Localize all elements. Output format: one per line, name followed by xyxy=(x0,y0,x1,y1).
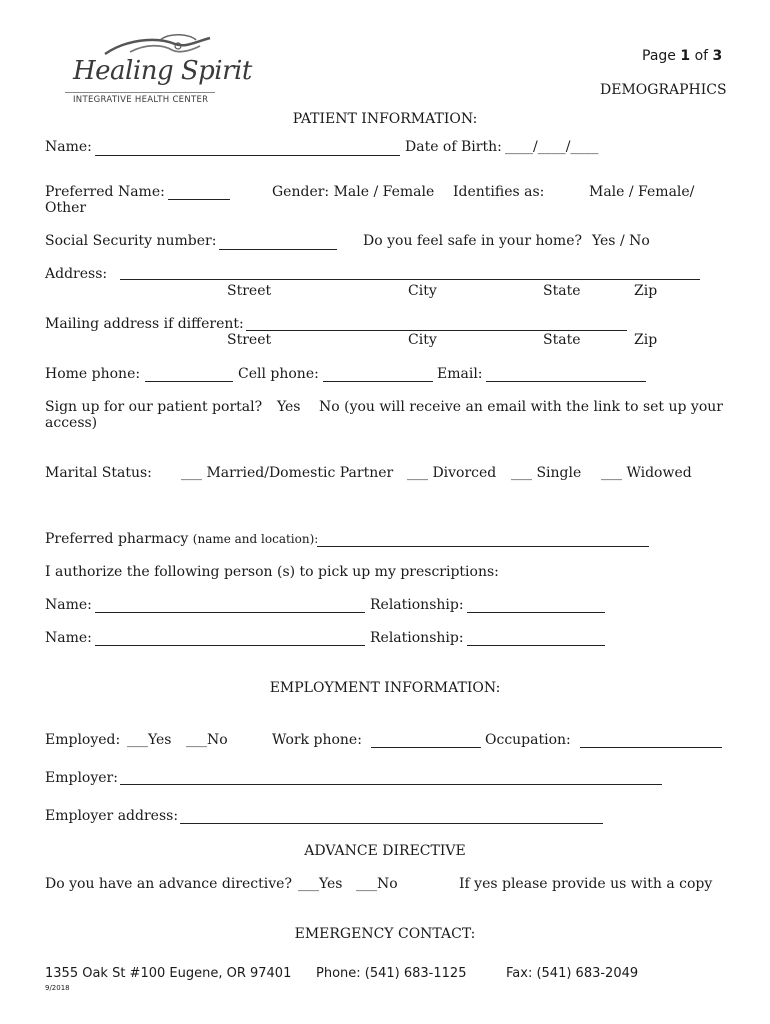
advance-note: If yes please provide us with a copy xyxy=(459,876,713,892)
preferred-name-label: Preferred Name: xyxy=(45,184,165,200)
auth-relationship-2-label: Relationship: xyxy=(370,630,464,646)
marital-divorced-option[interactable]: ___ Divorced xyxy=(407,465,497,481)
logo-underline xyxy=(65,92,215,93)
ssn-label: Social Security number: xyxy=(45,233,217,249)
advance-yes-option[interactable]: ___Yes xyxy=(298,876,343,892)
portal-yes[interactable]: Yes xyxy=(277,399,301,415)
name-label: Name: xyxy=(45,139,92,155)
patient-heading: PATIENT INFORMATION: xyxy=(292,111,478,127)
mailing-city-label: City xyxy=(408,332,437,348)
logo xyxy=(55,30,252,110)
employer-label: Employer: xyxy=(45,770,118,786)
page-of: of xyxy=(694,48,709,64)
portal-no[interactable]: No (you will receive an email with the link to set up your xyxy=(319,399,723,415)
page-total: 3 xyxy=(712,48,723,64)
email-field[interactable] xyxy=(486,381,646,382)
portal-no-continued: access) xyxy=(45,415,98,431)
address-field[interactable] xyxy=(120,279,700,280)
auth-relationship-2-field[interactable] xyxy=(467,645,605,646)
footer-date-code: 9/2018 xyxy=(45,984,70,992)
safe-label: Do you feel safe in your home? xyxy=(363,233,582,249)
home-phone-field[interactable] xyxy=(145,381,233,382)
address-zip-label: Zip xyxy=(634,283,658,299)
cell-phone-field[interactable] xyxy=(323,381,433,382)
advance-no-option[interactable]: ___No xyxy=(356,876,398,892)
mailing-street-label: Street xyxy=(227,332,272,348)
auth-name-1-label: Name: xyxy=(45,597,92,613)
employed-yes-option[interactable]: ___Yes xyxy=(127,732,172,748)
employer-address-label: Employer address: xyxy=(45,808,179,824)
pharmacy-label-main: Preferred pharmacy xyxy=(45,531,189,547)
preferred-name-field[interactable] xyxy=(168,199,230,200)
logo-name: Healing Spirit xyxy=(73,56,252,86)
address-city-label: City xyxy=(408,283,437,299)
occupation-label: Occupation: xyxy=(485,732,571,748)
address-label: Address: xyxy=(45,266,108,282)
auth-name-1-field[interactable] xyxy=(95,612,365,613)
mailing-label: Mailing address if different: xyxy=(45,316,244,332)
marital-label: Marital Status: xyxy=(45,465,152,481)
employed-label: Employed: xyxy=(45,732,121,748)
advance-heading: ADVANCE DIRECTIVE xyxy=(304,843,466,859)
name-field[interactable] xyxy=(95,155,400,156)
work-phone-field[interactable] xyxy=(371,747,481,748)
identifies-label: Identifies as: xyxy=(453,184,545,200)
employer-field[interactable] xyxy=(120,784,662,785)
safe-options: Yes / No xyxy=(592,233,650,249)
dob-field[interactable]: ____/____/____ xyxy=(505,139,599,155)
pharmacy-label-sub: (name and location): xyxy=(192,532,319,546)
section-title: DEMOGRAPHICS xyxy=(600,82,727,98)
email-label: Email: xyxy=(437,366,483,382)
employment-heading: EMPLOYMENT INFORMATION: xyxy=(269,680,501,696)
identifies-other: Other xyxy=(45,200,87,216)
address-street-label: Street xyxy=(227,283,272,299)
pharmacy-field[interactable] xyxy=(317,546,649,547)
auth-name-2-field[interactable] xyxy=(95,645,365,646)
employer-address-field[interactable] xyxy=(180,823,603,824)
mailing-state-label: State xyxy=(543,332,581,348)
footer-fax: Fax: (541) 683-2049 xyxy=(506,966,639,981)
employed-no-option[interactable]: ___No xyxy=(186,732,228,748)
emergency-heading: EMERGENCY CONTACT: xyxy=(294,926,476,942)
dob-label: Date of Birth: xyxy=(405,139,502,155)
mailing-zip-label: Zip xyxy=(634,332,658,348)
page-current: 1 xyxy=(680,48,691,64)
pharmacy-label xyxy=(45,531,318,547)
cell-phone-label: Cell phone: xyxy=(238,366,319,382)
marital-single-option[interactable]: ___ Single xyxy=(511,465,582,481)
authorize-text: I authorize the following person (s) to pick up my prescriptions: xyxy=(45,564,499,580)
marital-widowed-option[interactable]: ___ Widowed xyxy=(601,465,692,481)
home-phone-label: Home phone: xyxy=(45,366,141,382)
occupation-field[interactable] xyxy=(580,747,722,748)
page-prefix: Page xyxy=(642,48,676,64)
footer-address: 1355 Oak St #100 Eugene, OR 97401 xyxy=(45,966,292,981)
auth-relationship-1-label: Relationship: xyxy=(370,597,464,613)
logo-subtitle: INTEGRATIVE HEALTH CENTER xyxy=(73,95,209,105)
address-state-label: State xyxy=(543,283,581,299)
ssn-field[interactable] xyxy=(219,249,337,250)
gender-label: Gender: Male / Female xyxy=(272,184,435,200)
auth-relationship-1-field[interactable] xyxy=(467,612,605,613)
marital-married-option[interactable]: ___ Married/Domestic Partner xyxy=(181,465,394,481)
work-phone-label: Work phone: xyxy=(272,732,362,748)
mailing-field[interactable] xyxy=(246,330,627,331)
portal-label: Sign up for our patient portal? xyxy=(45,399,263,415)
advance-question: Do you have an advance directive? xyxy=(45,876,292,892)
identifies-options: Male / Female/ xyxy=(589,184,695,200)
auth-name-2-label: Name: xyxy=(45,630,92,646)
page-indicator xyxy=(642,48,722,64)
footer-phone: Phone: (541) 683-1125 xyxy=(316,966,467,981)
